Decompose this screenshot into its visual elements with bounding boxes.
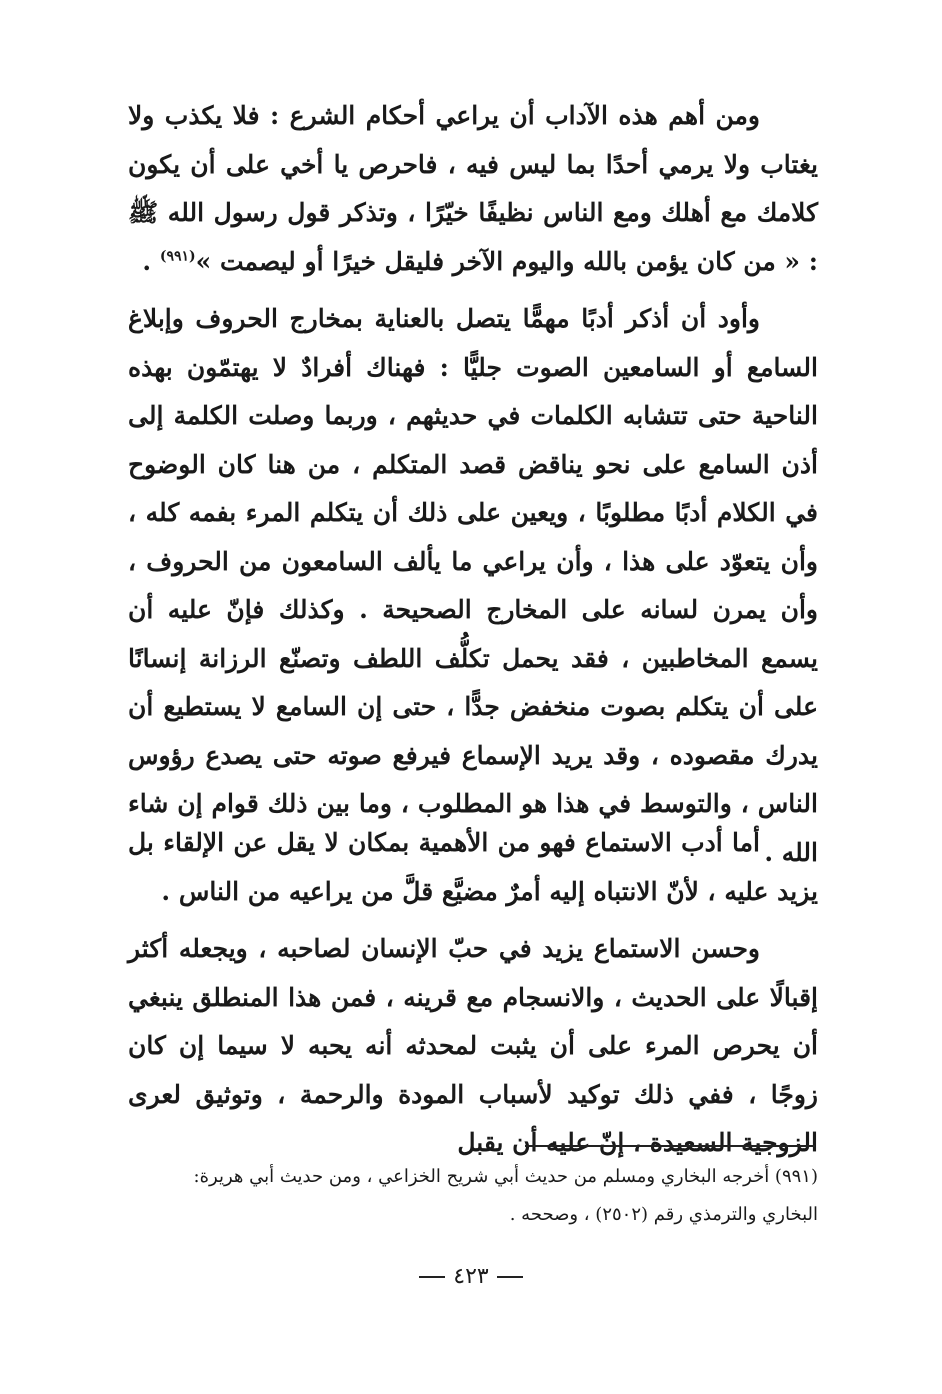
paragraph-2 bbox=[128, 295, 818, 877]
footnote bbox=[128, 1158, 818, 1234]
footnote-line-1: (٩٩١) أخرجه البخاري ومسلم من حديث أبي شريح الخزاعي ، ومن حديث أبي هريرة: bbox=[193, 1166, 818, 1187]
paragraph-1 bbox=[128, 92, 818, 286]
paragraph-1-end: . bbox=[142, 246, 160, 276]
paragraph-4-text: وحسن الاستماع يزيد في حبّ الإنسان لصاحبه ، ويجعله أكثر إقبالًا على الحديث ، والانسجام مع قرينه ، فمن هذا المنطلق ينبغي أن يحرص المرء على أن يثبت لمحدثه أنه يحبه لا سيما إن كان زوجًا ، ففي ذلك توكيد لأسباب المودة والرحمة ، وتوثيق لعرى الزوجية السعيدة ، إنّ عليه أن يقبل bbox=[128, 934, 818, 1157]
page-number-dash-right bbox=[419, 1276, 445, 1278]
page-number bbox=[0, 1264, 942, 1289]
paragraph-text bbox=[128, 92, 818, 286]
paragraph-2-text: وأود أن أذكر أدبًا مهمًّا يتصل بالعناية بمخارج الحروف وإبلاغ السامع أو السامعين الصوت جليًّا : فهناك أفرادٌ لا يهتمّون بهذه الناحية حتى تتشابه الكلمات في حديثهم ، وربما وصلت الكلمة إلى أذن السامع على نحو يناقض قصد المتكلم ، من هنا كان الوضوح في الكلام أدبًا مطلوبًا ، ويعين على ذلك أن يتكلم المرء بفمه كله ، وأن يتعوّد على هذا ، وأن يراعي ما يألف السامعون من الحروف ، وأن يمرن لسانه على المخارج الصحيحة . وكذلك فإنّ عليه أن يسمع المخاطبين ، فقد يحمل تكلُّف اللطف وتصنّع الرزانة إنسانًا على أن يتكلم بصوت منخفض جدًّا ، حتى إن السامع لا يستطيع أن يدرك مقصوده ، وقد يريد الإسماع فيرفع صوته حتى يصدع رؤوس الناس ، والتوسط في هذا هو المطلوب ، وما بين ذلك قوام إن شاء الله . bbox=[128, 304, 818, 867]
page-number-dash-left bbox=[497, 1276, 523, 1278]
paragraph-4 bbox=[128, 925, 818, 1168]
paragraph-1-text: ومن أهم هذه الآداب أن يراعي أحكام الشرع : فلا يكذب ولا يغتاب ولا يرمي أحدًا بما ليس فيه ، فاحرص يا أخي على أن يكون كلامك مع أهلك ومع الناس نظيفًا خيّرًا ، وتذكر قول رسول الله ﷺ : « من كان يؤمن بالله واليوم الآخر فليقل خيرًا أو ليصمت » bbox=[128, 101, 818, 276]
page-number-value: ٤٢٣ bbox=[453, 1264, 489, 1289]
footnote-reference: (٩٩١) bbox=[159, 248, 196, 265]
footnote-divider bbox=[525, 1145, 815, 1147]
paragraph-3-text: أما أدب الاستماع فهو من الأهمية بمكان لا يقل عن الإلقاء بل يزيد عليه ، لأنّ الانتباه إليه أمرٌ مضيَّع قلَّ من يراعيه من الناس . bbox=[128, 828, 818, 906]
footnote-line-2: البخاري والترمذي رقم (٢٥٠٢) ، وصححه . bbox=[509, 1204, 818, 1225]
paragraph-3 bbox=[128, 819, 818, 916]
